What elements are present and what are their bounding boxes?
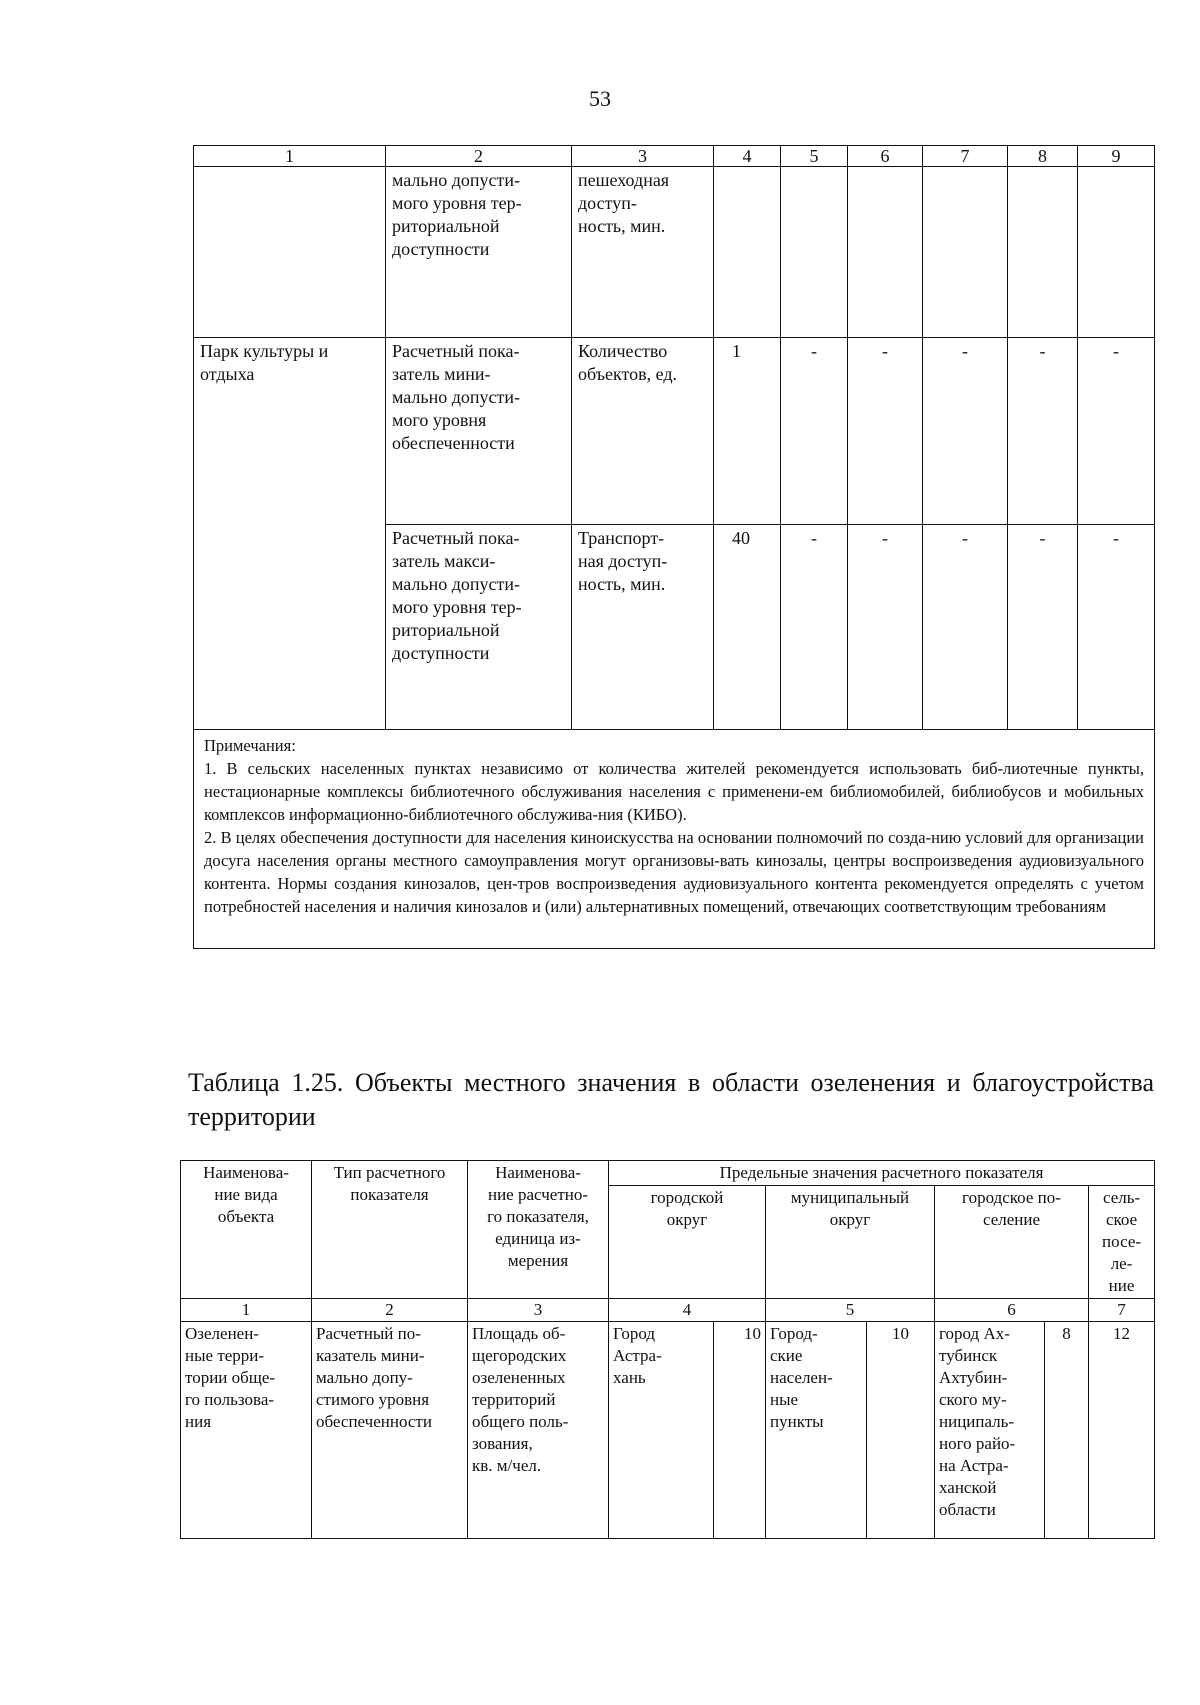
column-number: 6 (848, 146, 923, 167)
table-row (194, 525, 1155, 730)
object-name-cell (194, 167, 386, 338)
column-number: 2 (312, 1299, 468, 1322)
indicator-type-cell: Расчетный по- казатель мини- мально допу- стимого уровня обеспеченности (312, 1322, 468, 1539)
value-cell: - (923, 525, 1008, 730)
value-cell (848, 167, 923, 338)
urban-okrug-value: 10 (714, 1322, 766, 1539)
column-number: 1 (181, 1299, 312, 1322)
header-indicator-type: Тип расчетного показателя (312, 1161, 468, 1299)
value-cell: - (1078, 525, 1155, 730)
header-urban-settlement: городское по- селение (935, 1186, 1089, 1299)
note-1: 1. В сельских населенных пунктах независимо от количества жителей рекомендуется использовать биб-лиотечные пункты, нестационарные комплексы библиотечного обслуживания населения с применени-ем библиомобилей, библиобусов и мобильных комплексов информационно-библиотечного обслужива-ния (КИБО). (204, 759, 1144, 824)
table-row (194, 167, 1155, 338)
value-cell: - (1078, 338, 1155, 525)
header-row (181, 1161, 1155, 1186)
column-number: 3 (572, 146, 714, 167)
value-cell (1008, 167, 1078, 338)
object-name-cell: Озеленен- ные терри- тории обще- го пользова- ния (181, 1322, 312, 1539)
table-row (181, 1322, 1155, 1539)
indicator-name-cell: Количество объектов, ед. (572, 338, 714, 525)
column-number: 1 (194, 146, 386, 167)
municipal-okrug-label: Город- ские населен- ные пункты (766, 1322, 867, 1539)
column-number: 6 (935, 1299, 1089, 1322)
value-cell (923, 167, 1008, 338)
value-cell (1078, 167, 1155, 338)
value-cell: - (781, 525, 848, 730)
value-cell: 40 (714, 525, 781, 730)
object-name-cell (194, 525, 386, 730)
column-number: 7 (923, 146, 1008, 167)
column-number: 7 (1089, 1299, 1155, 1322)
table-caption: Таблица 1.25. Объекты местного значения в области озеленения и благоустройства территории (188, 1068, 1154, 1131)
table-row (194, 338, 1155, 525)
note-2: 2. В целях обеспечения доступности для населения киноискусства на основании полномочий по созда-нию условий для организации досуга населения органы местного самоуправления могут организовы-вать кинозалы, центры воспроизведения аудиовизуального контента. Нормы создания кинозалов, цен-тров воспроизведения аудиовизуального контента рекомендуется определять с учетом потребностей населения и наличия кинозалов и (или) альтернативных помещений, отвечающих соответствующим требованиям (204, 828, 1144, 916)
value-cell: 1 (714, 338, 781, 525)
value-cell: - (1008, 525, 1078, 730)
value-cell: - (1008, 338, 1078, 525)
header-municipal-okrug: муниципальный округ (766, 1186, 935, 1299)
indicator-name-cell: Транспорт- ная доступ- ность, мин. (572, 525, 714, 730)
municipal-okrug-value: 10 (867, 1322, 935, 1539)
urban-settlement-value: 8 (1045, 1322, 1089, 1539)
value-cell: - (923, 338, 1008, 525)
greening-objects-table (180, 1160, 1155, 1539)
value-cell: - (781, 338, 848, 525)
norms-table-continued (193, 145, 1155, 949)
column-number: 4 (714, 146, 781, 167)
header-object-name: Наименова- ние вида объекта (181, 1161, 312, 1299)
value-cell (781, 167, 848, 338)
value-cell: - (848, 338, 923, 525)
column-number-row (194, 146, 1155, 167)
column-number: 3 (468, 1299, 609, 1322)
column-number: 5 (766, 1299, 935, 1322)
indicator-type-cell: Расчетный пока- затель мини- мально допусти- мого уровня обеспеченности (386, 338, 572, 525)
value-cell: - (848, 525, 923, 730)
page-number: 53 (589, 86, 611, 111)
rural-settlement-value: 12 (1089, 1322, 1155, 1539)
header-limit-values: Предельные значения расчетного показателя (609, 1161, 1155, 1186)
indicator-type-cell: Расчетный пока- затель макси- мально допусти- мого уровня тер- риториальной доступности (386, 525, 572, 730)
header-urban-okrug: городской округ (609, 1186, 766, 1299)
value-cell (714, 167, 781, 338)
indicator-name-cell: пешеходная доступ- ность, мин. (572, 167, 714, 338)
notes-title: Примечания: (204, 736, 296, 755)
indicator-name-cell: Площадь об- щегородских озелененных территорий общего поль- зования, кв. м/чел. (468, 1322, 609, 1539)
column-number: 9 (1078, 146, 1155, 167)
column-number: 4 (609, 1299, 766, 1322)
notes-row (194, 730, 1155, 949)
column-number: 2 (386, 146, 572, 167)
column-number: 5 (781, 146, 848, 167)
header-rural-settlement: сель- ское посе- ле- ние (1089, 1186, 1155, 1299)
header-indicator-name: Наименова- ние расчетно- го показателя, единица из- мерения (468, 1161, 609, 1299)
object-name-cell: Парк культуры и отдыха (194, 338, 386, 525)
urban-okrug-label: Город Астра- хань (609, 1322, 714, 1539)
urban-settlement-label: город Ах- тубинск Ахтубин- ского му- ниципаль- ного райо- на Астра- ханской области (935, 1322, 1045, 1539)
notes-cell (194, 730, 1155, 949)
indicator-type-cell: мально допусти- мого уровня тер- риториальной доступности (386, 167, 572, 338)
column-number-row (181, 1299, 1155, 1322)
column-number: 8 (1008, 146, 1078, 167)
